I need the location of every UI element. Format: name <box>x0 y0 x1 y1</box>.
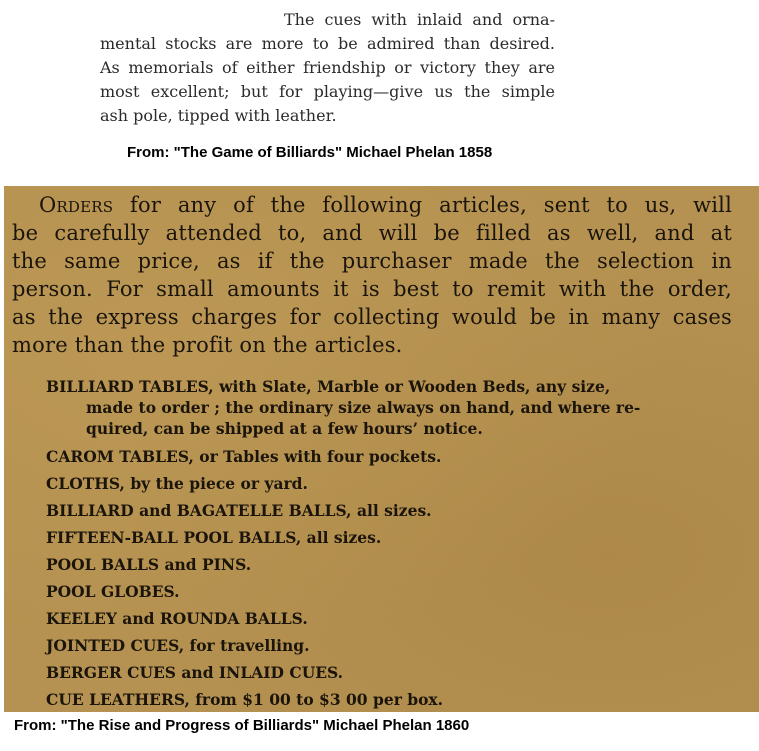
article-item: BILLIARD and BAGATELLE BALLS, all sizes. <box>46 501 432 520</box>
article-item: CAROM TABLES, or Tables with four pockets. <box>46 447 442 466</box>
article-list <box>46 376 736 712</box>
article-item: POOL GLOBES. <box>46 582 180 601</box>
article-item: BILLIARD TABLES, with Slate, Marble or Wooden Beds, any size, <box>46 377 611 396</box>
orders-drop-word: Orders <box>39 193 114 217</box>
excerpt-line: mental stocks are more to be admired than desired. <box>100 34 555 53</box>
article-item: FIFTEEN-BALL POOL BALLS, all sizes. <box>46 528 382 547</box>
orders-paragraph <box>12 191 732 359</box>
scanned-advertisement <box>4 186 759 712</box>
top-source-caption: From: "The Game of Billiards" Michael Phelan 1858 <box>127 144 493 161</box>
orders-line-text: for any of the following articles, sent to us, will <box>113 193 732 217</box>
excerpt-line: ash pole, tipped with leather. <box>100 106 337 125</box>
article-item: CUE LEATHERS, from $1 00 to $3 00 per box. <box>46 690 444 709</box>
excerpt-line: As memorials of either friendship or victory they are <box>100 58 555 77</box>
top-book-excerpt <box>100 8 555 128</box>
article-item: BERGER CUES and INLAID CUES. <box>46 663 344 682</box>
article-item: CLOTHS, by the piece or yard. <box>46 474 308 493</box>
excerpt-line: most excellent; but for playing—give us the simple <box>100 82 555 101</box>
excerpt-line: The cues with inlaid and orna- <box>284 10 555 29</box>
article-item: KEELEY and ROUNDA BALLS. <box>46 609 308 628</box>
orders-line: person. For small amounts it is best to remit with the order, <box>12 277 732 301</box>
article-item: POOL BALLS and PINS. <box>46 555 252 574</box>
orders-line <box>12 191 732 219</box>
article-item-continuation: quired, can be shipped at a few hours’ notice. <box>86 419 483 438</box>
bottom-source-caption: From: "The Rise and Progress of Billiards" Michael Phelan 1860 <box>14 717 470 734</box>
orders-line: more than the profit on the articles. <box>12 333 403 357</box>
article-item-continuation: made to order ; the ordinary size always on hand, and where re- <box>86 398 641 417</box>
orders-line: be carefully attended to, and will be filled as well, and at <box>12 221 732 245</box>
article-item: JOINTED CUES, for travelling. <box>46 636 310 655</box>
orders-line: the same price, as if the purchaser made the selection in <box>12 249 732 273</box>
orders-line: as the express charges for collecting would be in many cases <box>12 305 732 329</box>
